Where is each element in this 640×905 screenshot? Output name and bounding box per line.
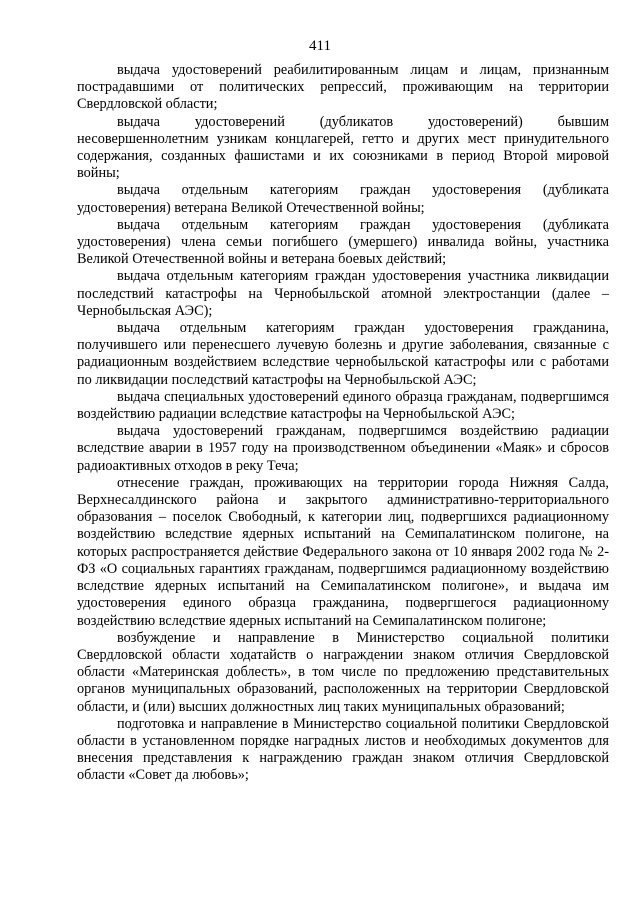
paragraph-soviet-da-lyubov-award: подготовка и направление в Министерство социальной политики Свердловской области в установленном порядке наградных листов и необходимых документов для внесения представления к награждению граждан знаком отличия Свердловской области «Совет да любовь»; bbox=[77, 715, 609, 784]
paragraph-maternal-valor-petitions: возбуждение и направление в Министерство социальной политики Свердловской области ходатайств о награждении знаком отличия Свердловской области «Материнская доблесть», в том числе по предложению представительных органов муниципальных образований, расположенных на территории Свердловской области, и (или) высших должностных лиц таких муниципальных образований; bbox=[77, 629, 609, 715]
paragraph-certificates-chernobyl-liquidator: выдача отдельным категориям граждан удостоверения участника ликвидации последствий катастрофы на Чернобыльской атомной электростанции (далее – Чернобыльская АЭС); bbox=[77, 268, 609, 319]
paragraph-certificates-family-member: выдача отдельным категориям граждан удостоверения (дубликата удостоверения) члена семьи погибшего (умершего) инвалида войны, участника Великой Отечественной войны и ветерана боевых действий; bbox=[77, 216, 609, 268]
paragraph-certificates-radiation-sickness: выдача отдельным категориям граждан удостоверения гражданина, получившего или перенесшего лучевую болезнь и другие заболевания, связанные с радиационным воздействием вследствие чернобыльской катастрофы или с работами по ликвидации последствий катастрофы на Чернобыльской АЭС; bbox=[77, 320, 609, 388]
document-body bbox=[77, 62, 609, 785]
paragraph-certificates-former-prisoners: выдача удостоверений (дубликатов удостоверений) бывшим несовершеннолетним узникам концлагерей, гетто и других мест принудительного содержания, созданных фашистами и их союзниками в период Второй мировой войны; bbox=[77, 113, 609, 182]
page-number: 411 bbox=[309, 38, 331, 54]
paragraph-certificates-war-veteran: выдача отдельным категориям граждан удостоверения (дубликата удостоверения) ветерана Великой Отечественной войны; bbox=[77, 182, 609, 216]
paragraph-certificates-chernobyl-exposed: выдача специальных удостоверений единого образца гражданам, подвергшимся воздействию радиации вследствие катастрофы на Чернобыльской АЭС; bbox=[77, 388, 609, 423]
paragraph-certificates-mayak: выдача удостоверений гражданам, подвергшимся воздействию радиации вследствие аварии в 1957 году на производственном объединении «Маяк» и сбросов радиоактивных отходов в реку Теча; bbox=[77, 423, 609, 474]
paragraph-certificates-rehabilitated: выдача удостоверений реабилитированным лицам и лицам, признанным пострадавшими от политических репрессий, проживающим на территории Свердловской области; bbox=[77, 62, 609, 113]
paragraph-semipalatinsk-classification: отнесение граждан, проживающих на территории города Нижняя Салда, Верхнесалдинского района и закрытого административно-территориального образования – поселок Свободный, к категории лиц, подвергшихся радиационному воздействию вследствие ядерных испытаний на Семипалатинском полигоне, на которых распространяется действие Федерального закона от 10 января 2002 года № 2-ФЗ «О социальных гарантиях гражданам, подвергшимся радиационному воздействию вследствие ядерных испытаний на Семипалатинском полигоне», и выдача им удостоверения единого образца гражданина, подвергшегося радиационному воздействию вследствие ядерных испытаний на Семипалатинском полигоне; bbox=[77, 474, 609, 629]
